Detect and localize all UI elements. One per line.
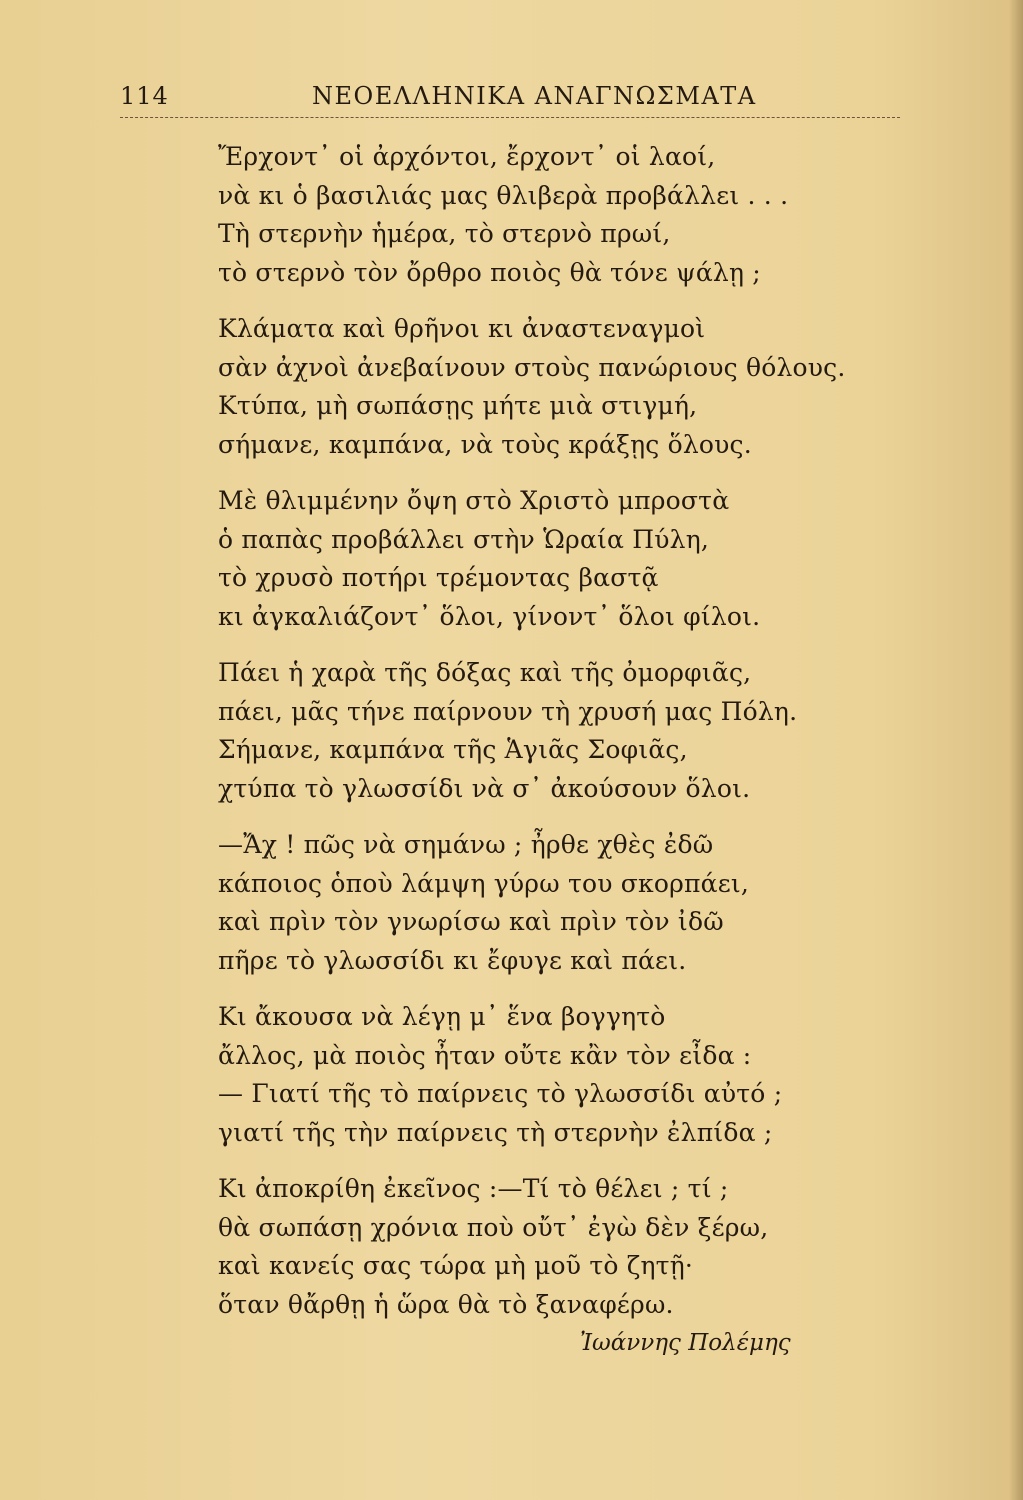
stanza	[218, 654, 898, 808]
poem-line: ὅταν θἄρθῃ ἡ ὥρα θὰ τὸ ξαναφέρω.	[218, 1289, 674, 1319]
running-title: ΝΕΟΕΛΛΗΝΙΚΑ ΑΝΑΓΝΩΣΜΑΤΑ	[312, 82, 757, 110]
poem-line: Μὲ θλιμμένην ὄψη στὸ Χριστὸ μπροστὰ	[218, 486, 730, 515]
poem-line: σὰν ἀχνοὶ ἀνεβαίνουν στοὺς πανώριους θόλους.	[218, 352, 846, 382]
poem-line: πῆρε τὸ γλωσσίδι κι ἔφυγε καὶ πάει.	[218, 945, 687, 975]
author-signature: Ἰωάννης Πολέμης	[580, 1330, 791, 1356]
poem-line: ὁ παπὰς προβάλλει στὴν Ὡραία Πύλη,	[218, 524, 710, 554]
poem-line: κάποιος ὁποὺ λάμψη γύρω του σκορπάει,	[218, 868, 750, 898]
header-rule	[120, 117, 900, 118]
poem-line: τὸ στερνὸ τὸν ὄρθρο ποιὸς θὰ τόνε ψάλῃ ;	[218, 257, 761, 287]
stanza	[218, 998, 898, 1152]
poem-line: Πάει ἡ χαρὰ τῆς δόξας καὶ τῆς ὀμορφιᾶς,	[218, 658, 752, 687]
poem-line: Σήμανε, καμπάνα τῆς Ἁγιᾶς Σοφιᾶς,	[218, 735, 688, 764]
page-header	[120, 78, 900, 118]
poem-line: Ἔρχοντ᾽ οἱ ἀρχόντοι, ἔρχοντ᾽ οἱ λαοί,	[218, 142, 716, 171]
poem-line: Κλάματα καὶ θρῆνοι κι ἀναστεναγμοὶ	[218, 314, 706, 343]
poem-line: Κι ἀποκρίθη ἐκεῖνος :—Τί τὸ θέλει ; τί ;	[218, 1174, 729, 1203]
stanza	[218, 482, 898, 636]
poem-line: θὰ σωπάσῃ χρόνια ποὺ οὔτ᾽ ἐγὼ δὲν ξέρω,	[218, 1212, 769, 1242]
poem-line: Τὴ στερνὴν ἡμέρα, τὸ στερνὸ πρωί,	[218, 219, 671, 248]
poem-line: χτύπα τὸ γλωσσίδι νὰ σ᾽ ἀκούσουν ὅλοι.	[218, 773, 751, 803]
page-number: 114	[120, 82, 169, 110]
stanza	[218, 826, 898, 980]
poem-body	[218, 138, 898, 1342]
poem-line: τὸ χρυσὸ ποτήρι τρέμοντας βαστᾷ	[218, 563, 659, 592]
poem-line: νὰ κι ὁ βασιλιάς μας θλιβερὰ προβάλλει . . .	[218, 180, 789, 210]
stanza	[218, 1170, 898, 1324]
poem-line: γιατί τῆς τὴν παίρνεις τὴ στερνὴν ἐλπίδα ;	[218, 1117, 773, 1147]
poem-line: Κτύπα, μὴ σωπάσῃς μήτε μιὰ στιγμή,	[218, 391, 698, 420]
poem-line: κι ἀγκαλιάζοντ᾽ ὅλοι, γίνοντ᾽ ὅλοι φίλοι.	[218, 601, 761, 631]
poem-line: πάει, μᾶς τήνε παίρνουν τὴ χρυσή μας Πόλη.	[218, 696, 798, 726]
stanza	[218, 138, 898, 292]
stanza	[218, 310, 898, 464]
poem-line: Κι ἄκουσα νὰ λέγῃ μ᾽ ἕνα βογγητὸ	[218, 1002, 666, 1031]
poem-line: —Ἄχ ! πῶς νὰ σημάνω ; ἦρθε χθὲς ἐδῶ	[218, 830, 714, 859]
page-edge-shadow	[1009, 0, 1023, 1500]
poem-line: καὶ κανείς σας τώρα μὴ μοῦ τὸ ζητῇ·	[218, 1251, 694, 1280]
poem-line: σήμανε, καμπάνα, νὰ τοὺς κράξῃς ὅλους.	[218, 429, 752, 459]
poem-line: — Γιατί τῆς τὸ παίρνεις τὸ γλωσσίδι αὐτό ;	[218, 1079, 783, 1108]
poem-line: καὶ πρὶν τὸν γνωρίσω καὶ πρὶν τὸν ἰδῶ	[218, 907, 724, 936]
poem-line: ἄλλος, μὰ ποιὸς ἦταν οὔτε κἂν τὸν εἶδα :	[218, 1040, 752, 1070]
